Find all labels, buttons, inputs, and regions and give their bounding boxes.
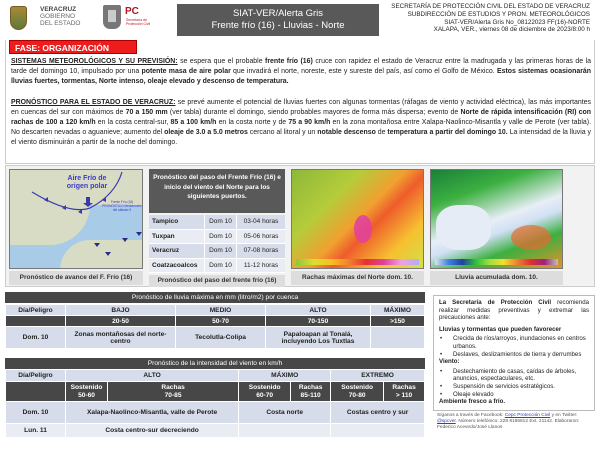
logo-line2: GOBIERNO (40, 13, 76, 20)
closing-note: Ambiente fresco a frío. (439, 398, 506, 406)
wind-forecast-table: Día/Peligro ALTO MÁXIMO EXTREMO Sostenido 50-60 Rachas 70-85 Sostenido 60-70 Rachas 85-110 Sostenido 70-80 Rachas > 110 Dom. 10 Xalapa-Naolinco-Misantla, valle de Perote Costa norte Costas centro y sur Lun. 11 Costa centro-sur decreciendo (5, 369, 425, 438)
logo-line1: VERACRUZ (40, 6, 77, 13)
issuer-line1: SECRETARÍA DE PROTECCIÓN CIVIL DEL ESTADO DE VERACRUZ (391, 3, 590, 10)
facebook-link[interactable]: Cepc Protección Civil (504, 413, 551, 418)
rain-map-caption: Lluvia acumulada dom. 10. (430, 271, 563, 285)
issuer-line2: SUBDIRECCIÓN DE ESTUDIOS Y PRON. METEOROLÓGICOS (407, 10, 590, 18)
twitter-link[interactable]: @spcver (437, 419, 456, 425)
wind-map-caption: Rachas máximas del Norte dom. 10. (291, 271, 424, 285)
front-label: Frente Frío (16) PRONÓSTICO Medianoche del sábado 9 (102, 200, 142, 212)
logo-line3: DEL ESTADO (40, 20, 81, 27)
pc-shield-icon (103, 5, 121, 29)
document-header (0, 0, 600, 38)
port-row: Tampico Dom 10 03-04 horas (149, 215, 285, 230)
rain-risk-list (439, 335, 589, 358)
list-item: • Suspensión de servicios estratégicos. (439, 383, 589, 391)
wind-heading: Viento: (439, 358, 460, 366)
proteccion-civil-logo (100, 4, 160, 32)
rain-colorbar (435, 259, 558, 265)
rain-accumulation-map (430, 169, 563, 269)
range-bajo: 20-50 (66, 316, 176, 327)
alert-title-line2: Frente frío (16) - Lluvias - Norte (211, 20, 345, 31)
rain-heading: Lluvias y tormentas que pueden favorecer (439, 325, 562, 333)
issuer-info (391, 3, 590, 34)
rain-header-medio: MEDIO (176, 305, 266, 316)
bulletin-id: SIAT-VER/Alerta Gris No_08122023 FF(16)-NORTE (444, 18, 590, 26)
graphics-panel (5, 165, 595, 287)
bulletin-date: XALAPA, VER., viernes 08 de diciembre de 2023/8:00 h (433, 26, 590, 34)
range-alto: 70-150 (266, 316, 371, 327)
list-item: • Crecida de ríos/arroyos, inundaciones en centros urbanos. (439, 335, 589, 350)
wind-table-title: Pronóstico de la intensidad del viento en km/h (5, 358, 425, 369)
recommendations-box: La Secretaría de Protección Civil recomienda realizar medidas preventivas y extremar las precauciones ante: Lluvias y tormentas que pueden favorecer • Crecida de ríos/arroyos, inundaciones en centros urbanos. • Deslaves, deslizamientos de tierra y derrumbes Viento: • Destechamiento de casas, caídas de árboles, anuncios, espectaculares, etc. • Suspensión de servicios estratégicos. • Oleaje elevado Ambiente fresco a frío. (433, 295, 595, 411)
cold-front-map (9, 169, 143, 269)
wind-header-day: Día/Peligro (6, 370, 66, 382)
list-item: • Destechamiento de casas, caídas de árboles, anuncios, espectaculares, etc. (439, 368, 589, 383)
list-item: • Oleaje elevado (439, 391, 589, 399)
rain-table-title: Pronóstico de lluvia máxima en mm (litro/m2) por cuenca (5, 292, 425, 303)
table-row: Lun. 11 Costa centro-sur decreciendo (6, 424, 425, 438)
footer-contact: Síganos a través de Facebook: Cepc Protección Civil y en Twitter: @spcver. Número telefónico: 228 8186812 Ext. 21142. Elaboraron: Federico Acevedo/José Llanos (437, 413, 580, 431)
alert-title-line1: SIAT-VER/Alerta Gris (232, 8, 324, 19)
range-medio: 50-70 (176, 316, 266, 327)
port-row: Veracruz Dom 10 07-08 horas (149, 244, 285, 259)
veracruz-forecast-paragraph: PRONÓSTICO PARA EL ESTADO DE VERACRUZ: se prevé aumente el potencial de lluvias fuertes con algunas tormentas (ráfagas de viento y actividad eléctrica), las más importantes en cuencas del sur con máximos de 70 a 150 mm (ver tabla) durante el domingo, siendo probables mayores de forma más dispersa; evento de Norte de rápida intensificación (RI) con rachas de 100 a 120 km/h en la costa central-sur, 85 a 100 km/h en la costa norte y de 75 a 90 km/h en la zona montañosa entre Xalapa-Naolinco-Misantla y valle de Perote (ver tabla). No descarten nevadas o aguanieve; aumento del oleaje de 3.0 a 5.0 metros cercano al litoral y un notable descenso de temperatura a partir del domingo 10. La intensidad de la lluvia y el viento disminuirán a partir de la noche del domingo. (11, 99, 592, 147)
rain-header-bajo: BAJO (66, 305, 176, 316)
list-item: • Deslaves, deslizamientos de tierra y derrumbes (439, 351, 589, 359)
wind-header-extremo: EXTREMO (331, 370, 425, 382)
table-row: Dom. 10 Xalapa-Naolinco-Misantla, valle de Perote Costa norte Costas centro y sur (6, 402, 425, 424)
wind-gust-map (291, 169, 424, 269)
air-mass-label: Aire Frío de origen polar (66, 175, 108, 190)
section-heading: PRONÓSTICO PARA EL ESTADO DE VERACRUZ: (11, 99, 176, 106)
range-maximo: >150 (371, 316, 425, 327)
wind-risk-list (439, 368, 589, 398)
table-row: Dom. 10 Zonas montañosas del norte-centro Tecolutla-Colipa Papaloapan al Tonalá, incluyendo Los Tuxtlas (6, 327, 425, 349)
wind-header-alto: ALTO (66, 370, 239, 382)
section-heading: SISTEMAS METEOROLÓGICOS Y SU PREVISIÓN: (11, 58, 178, 65)
port-row: Tuxpan Dom 10 05-06 horas (149, 230, 285, 245)
rain-header-day: Día/Peligro (6, 305, 66, 316)
rain-header-maximo: MÁXIMO (371, 305, 425, 316)
map-front-caption: Pronóstico de avance del F. Frío (16) (9, 271, 143, 285)
wind-colorbar (296, 259, 419, 265)
ports-panel-title: Pronóstico del paso del Frente Frío (16) e inicio del viento del Norte para los siguientes puertos. (149, 169, 285, 213)
rain-forecast-table (5, 304, 425, 349)
pc-sub1: Secretaría de (126, 18, 148, 22)
phase-badge: FASE: ORGANIZACIÓN (9, 40, 137, 54)
veracruz-shield-icon (10, 6, 27, 30)
meteorological-systems-paragraph: SISTEMAS METEOROLÓGICOS Y SU PREVISIÓN: se espera que el probable frente frío (16) cruce con rapidez el estado de Veracruz entre la madrugada y las primeras horas de la tarde del domingo 10, impulsado por una potente masa de aire polar que invadirá el norte, noreste, este y sureste del país, así como el Golfo de México. Estos sistemas ocasionarán lluvias fuertes, tormentas, Norte intenso, oleaje elevado y descenso de temperatura. (11, 58, 591, 86)
alert-title-box (177, 4, 379, 36)
pc-label: PC (125, 6, 139, 17)
ports-table (149, 215, 285, 273)
rain-header-alto: ALTO (266, 305, 371, 316)
veracruz-logo (10, 3, 81, 33)
ports-caption: Pronóstico del paso del frente frío (16) (149, 275, 285, 287)
wind-header-maximo: MÁXIMO (239, 370, 331, 382)
pc-sub2: Protección Civil (126, 22, 151, 26)
port-row: Coatzacoalcos Dom 10 11-12 horas (149, 259, 285, 274)
